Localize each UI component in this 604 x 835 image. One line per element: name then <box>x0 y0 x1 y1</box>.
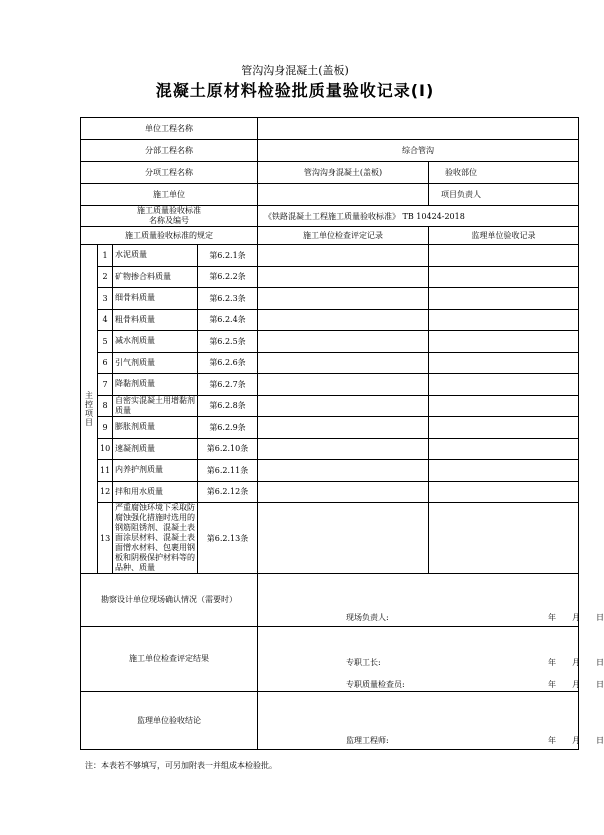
item-construction-record[interactable] <box>258 245 429 267</box>
inspector-sign-label: 专职质量检查员: <box>346 680 405 689</box>
item-name: 严重腐蚀环境下采取防腐蚀强化措施时选用的钢筋阻锈剂、混凝土表面涂层材料、混凝土表面憎水材料、包裹用钢板和阴极保护材料等的品种、质量 <box>113 503 198 574</box>
item-construction-record[interactable] <box>258 309 429 331</box>
item-no: 9 <box>98 417 113 439</box>
item-row <box>81 460 579 482</box>
construction-unit-label: 施工单位 <box>81 184 258 206</box>
item-no: 10 <box>98 438 113 460</box>
item-name: 降黏剂质量 <box>113 374 198 396</box>
standard-value: 《铁路混凝土工程施工质量验收标准》 TB 10424-2018 <box>258 206 579 227</box>
acceptance-part-label: 验收部位 <box>445 168 477 177</box>
item-no: 13 <box>98 503 113 574</box>
supervisor-sign-label: 监理工程师: <box>346 736 389 745</box>
item-name: 细骨料质量 <box>113 288 198 310</box>
item-construction-record[interactable] <box>258 374 429 396</box>
standard-label-line2: 名称及编号 <box>149 216 189 225</box>
item-no: 5 <box>98 331 113 353</box>
subitem-value[interactable]: 管沟沟身混凝土(盖板) <box>258 162 429 184</box>
item-clause: 第6.2.4条 <box>198 309 258 331</box>
col-header-spec: 施工质量验收标准的规定 <box>81 227 258 245</box>
item-no: 1 <box>98 245 113 267</box>
item-construction-record[interactable] <box>258 266 429 288</box>
division-label: 分部工程名称 <box>81 140 258 162</box>
item-construction-record[interactable] <box>258 352 429 374</box>
item-row <box>81 309 579 331</box>
item-supervision-record[interactable] <box>429 266 579 288</box>
item-row <box>81 266 579 288</box>
item-clause: 第6.2.3条 <box>198 288 258 310</box>
construction-unit-value[interactable] <box>258 184 429 206</box>
item-row <box>81 374 579 396</box>
item-no: 7 <box>98 374 113 396</box>
col-header-supervision: 监理单位验收记录 <box>429 227 579 245</box>
item-clause: 第6.2.11条 <box>198 460 258 482</box>
inspection-form-table <box>80 117 604 750</box>
item-supervision-record[interactable] <box>429 374 579 396</box>
col-header-construction-check: 施工单位检查评定记录 <box>258 227 429 245</box>
item-supervision-record[interactable] <box>429 460 579 482</box>
unit-project-value[interactable] <box>258 118 579 140</box>
item-clause: 第6.2.5条 <box>198 331 258 353</box>
item-construction-record[interactable] <box>258 503 429 574</box>
item-supervision-record[interactable] <box>429 331 579 353</box>
item-supervision-record[interactable] <box>429 245 579 267</box>
supervision-conclusion-label: 监理单位验收结论 <box>81 692 258 750</box>
item-supervision-record[interactable] <box>429 417 579 439</box>
item-name: 引气剂质量 <box>113 352 198 374</box>
form-subtitle: 管沟沟身混凝土(盖板) <box>241 64 349 77</box>
item-clause: 第6.2.10条 <box>198 438 258 460</box>
standard-label-line1: 施工质量验收标准 <box>137 206 201 215</box>
item-construction-record[interactable] <box>258 395 429 417</box>
item-row <box>81 245 579 267</box>
item-name: 矿物掺合料质量 <box>113 266 198 288</box>
item-name: 自密实混凝土用增黏剂质量 <box>113 395 198 417</box>
unit-project-label: 单位工程名称 <box>81 118 258 140</box>
survey-sign-cell[interactable] <box>258 574 604 627</box>
item-row <box>81 331 579 353</box>
item-row <box>81 438 579 460</box>
item-clause: 第6.2.9条 <box>198 417 258 439</box>
item-name: 粗骨料质量 <box>113 309 198 331</box>
item-no: 4 <box>98 309 113 331</box>
item-construction-record[interactable] <box>258 460 429 482</box>
item-name: 速凝剂质量 <box>113 438 198 460</box>
item-row <box>81 503 579 574</box>
item-name: 减水剂质量 <box>113 331 198 353</box>
inspector-sign-date: 年 月 日 <box>548 680 604 689</box>
item-name: 内养护剂质量 <box>113 460 198 482</box>
construction-result-cell[interactable] <box>258 627 604 692</box>
item-row <box>81 481 579 503</box>
division-value[interactable]: 综合管沟 <box>258 140 579 162</box>
item-no: 11 <box>98 460 113 482</box>
survey-sign-label: 现场负责人: <box>346 613 389 622</box>
item-clause: 第6.2.1条 <box>198 245 258 267</box>
item-supervision-record[interactable] <box>429 438 579 460</box>
standard-label <box>81 206 258 227</box>
item-construction-record[interactable] <box>258 481 429 503</box>
foreman-sign-date: 年 月 日 <box>548 658 604 667</box>
supervision-conclusion-cell[interactable] <box>258 692 604 750</box>
construction-result-label: 施工单位检查评定结果 <box>81 627 258 692</box>
item-construction-record[interactable] <box>258 288 429 310</box>
item-supervision-record[interactable] <box>429 481 579 503</box>
item-row <box>81 352 579 374</box>
item-row <box>81 395 579 417</box>
item-clause: 第6.2.6条 <box>198 352 258 374</box>
footnote: 注：本表若不够填写，可另加附表一并组成本检验批。 <box>85 761 277 770</box>
item-construction-record[interactable] <box>258 438 429 460</box>
item-construction-record[interactable] <box>258 331 429 353</box>
item-no: 2 <box>98 266 113 288</box>
survey-label: 勘察设计单位现场确认情况（需要时） <box>81 574 258 627</box>
project-manager-label: 项目负责人 <box>441 190 481 199</box>
item-no: 8 <box>98 395 113 417</box>
item-clause: 第6.2.7条 <box>198 374 258 396</box>
item-supervision-record[interactable] <box>429 503 579 574</box>
item-name: 水泥质量 <box>113 245 198 267</box>
item-clause: 第6.2.12条 <box>198 481 258 503</box>
main-control-label: 主控项目 <box>81 245 98 574</box>
item-supervision-record[interactable] <box>429 309 579 331</box>
item-name: 拌和用水质量 <box>113 481 198 503</box>
supervisor-sign-date: 年 月 日 <box>548 736 604 745</box>
acceptance-part-cell[interactable] <box>429 162 579 184</box>
item-construction-record[interactable] <box>258 417 429 439</box>
foreman-sign-label: 专职工长: <box>346 658 381 667</box>
item-no: 3 <box>98 288 113 310</box>
item-row <box>81 417 579 439</box>
item-supervision-record[interactable] <box>429 395 579 417</box>
form-title: 混凝土原材料检验批质量验收记录(Ⅰ) <box>155 81 435 100</box>
item-clause: 第6.2.2条 <box>198 266 258 288</box>
item-rows <box>81 245 579 574</box>
item-no: 12 <box>98 481 113 503</box>
item-row <box>81 288 579 310</box>
project-manager-cell[interactable] <box>429 184 579 206</box>
subitem-label: 分项工程名称 <box>81 162 258 184</box>
survey-sign-date: 年 月 日 <box>548 613 604 622</box>
item-supervision-record[interactable] <box>429 288 579 310</box>
item-name: 膨胀剂质量 <box>113 417 198 439</box>
item-clause: 第6.2.13条 <box>198 503 258 574</box>
item-supervision-record[interactable] <box>429 352 579 374</box>
item-clause: 第6.2.8条 <box>198 395 258 417</box>
item-no: 6 <box>98 352 113 374</box>
